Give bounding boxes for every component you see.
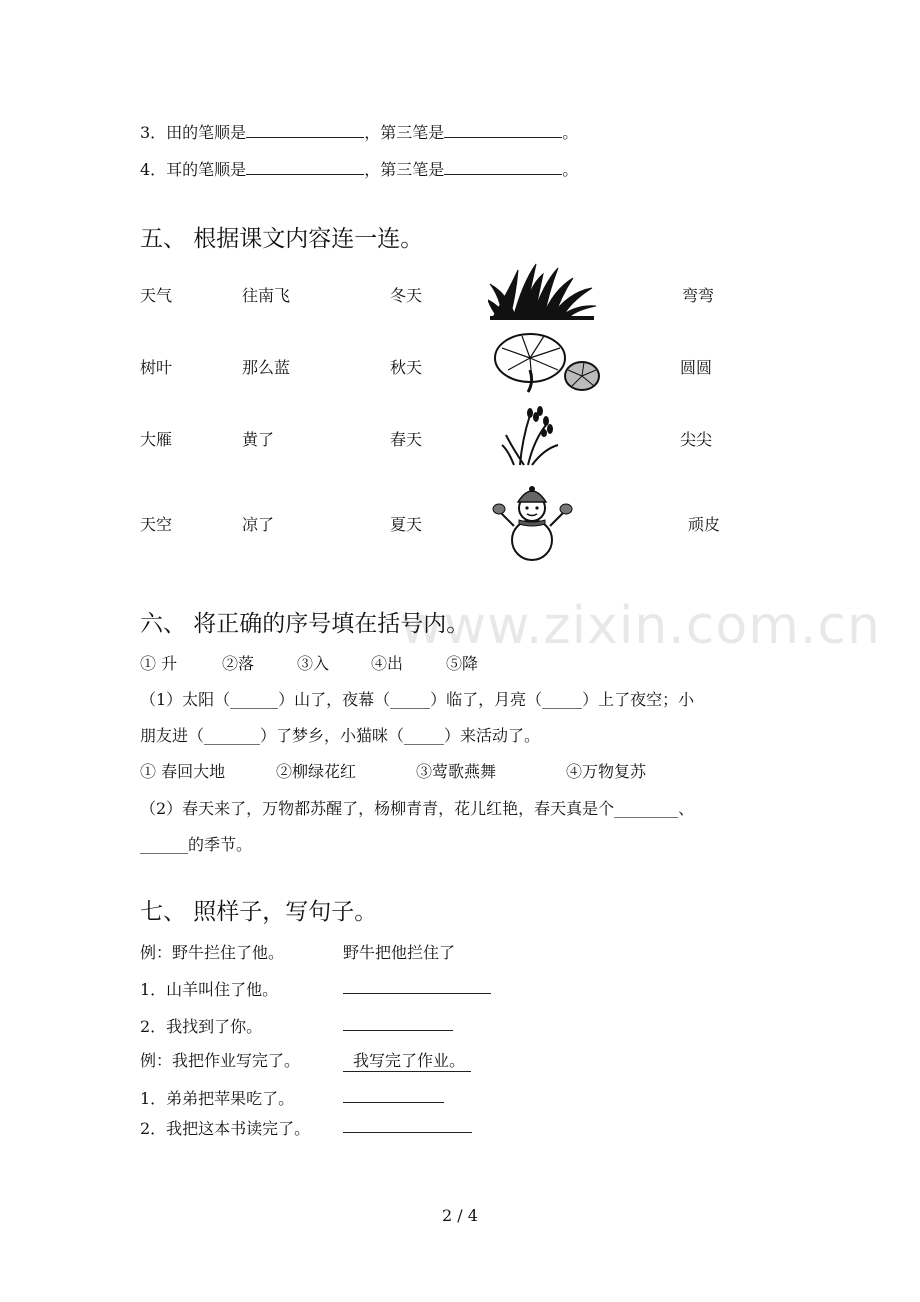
page-number: 2 / 4	[442, 1206, 478, 1225]
word-col5-2[interactable]: 圆圆	[680, 358, 713, 377]
phrase-option-2: ②柳绿花红	[276, 762, 357, 781]
sentence-item: 2．我把这本书读完了。	[140, 1119, 311, 1138]
answer-line[interactable]	[343, 1088, 444, 1103]
watermark: www.zixin.com.cn	[400, 596, 881, 656]
word-col1-3[interactable]: 大雁	[140, 430, 173, 449]
word-col2-2[interactable]: 那么蓝	[242, 358, 291, 377]
word-col5-4[interactable]: 顽皮	[688, 515, 721, 534]
answer-line[interactable]	[343, 1016, 453, 1031]
question-1-line-1[interactable]: （1）太阳（______）山了，夜幕（_____）临了，月亮（_____）上了夜空；小	[140, 690, 695, 709]
example-2-answer: 我写完了作业。	[343, 1048, 471, 1071]
word-col3-1[interactable]: 冬天	[390, 286, 423, 305]
sentence-item: 1．弟弟把苹果吃了。	[140, 1089, 295, 1108]
word-col3-2[interactable]: 秋天	[390, 358, 423, 377]
word-col5-1[interactable]: 弯弯	[682, 286, 715, 305]
phrase-option-3: ③莺歌燕舞	[416, 762, 497, 781]
answer-line[interactable]	[343, 1118, 472, 1133]
answer-blank[interactable]	[444, 123, 562, 138]
word-col2-1[interactable]: 往南飞	[242, 286, 291, 305]
sentence-item: 2．我找到了你。	[140, 1017, 263, 1036]
question-2-line-2[interactable]: ______的季节。	[140, 835, 253, 854]
lotus-leaf-icon[interactable]	[492, 330, 604, 394]
question-1-line-2[interactable]: 朋友进（_______）了梦乡，小猫咪（_____）来活动了。	[140, 726, 541, 745]
answer-blank[interactable]	[444, 160, 562, 175]
word-col2-3[interactable]: 黄了	[242, 430, 275, 449]
snowman-icon[interactable]	[492, 482, 576, 562]
sentence-item: 1．山羊叫住了他。	[140, 980, 279, 999]
phrase-option-4: ④万物复苏	[566, 762, 647, 781]
word-col2-4[interactable]: 凉了	[242, 515, 275, 534]
option-4: ④出	[371, 654, 404, 673]
word-col5-3[interactable]: 尖尖	[680, 430, 713, 449]
option-2: ②落	[222, 654, 255, 673]
answer-blank[interactable]	[246, 123, 364, 138]
answer-line[interactable]	[343, 979, 491, 994]
example-1-question: 例：野牛拦住了他。	[140, 943, 285, 962]
stroke-order-question-4: 4．耳的笔顺是 ，第三笔是 。	[140, 160, 579, 179]
example-1-answer: 野牛把他拦住了	[343, 943, 456, 962]
option-5: ⑤降	[446, 654, 479, 673]
word-col1-2[interactable]: 树叶	[140, 358, 173, 377]
rice-plant-icon[interactable]	[500, 405, 562, 467]
word-col3-4[interactable]: 夏天	[390, 515, 423, 534]
phrase-option-1: ① 春回大地	[140, 762, 226, 781]
answer-blank[interactable]	[246, 160, 364, 175]
option-1: ① 升	[140, 654, 178, 673]
example-2-question: 例：我把作业写完了。	[140, 1051, 301, 1070]
question-2-line-1[interactable]: （2）春天来了，万物都苏醒了，杨柳青青，花儿红艳，春天真是个________、	[140, 799, 695, 818]
section-6-title: 六、 将正确的序号填在括号内。	[140, 611, 470, 637]
section-5-title: 五、 根据课文内容连一连。	[140, 226, 424, 252]
word-col3-3[interactable]: 春天	[390, 430, 423, 449]
word-col1-4[interactable]: 天空	[140, 515, 173, 534]
option-3: ③入	[297, 654, 330, 673]
grass-icon[interactable]	[488, 262, 598, 322]
stroke-order-question-3: 3．田的笔顺是 ，第三笔是 。	[140, 123, 579, 142]
word-col1-1[interactable]: 天气	[140, 286, 173, 305]
section-7-title: 七、 照样子，写句子。	[140, 899, 378, 925]
